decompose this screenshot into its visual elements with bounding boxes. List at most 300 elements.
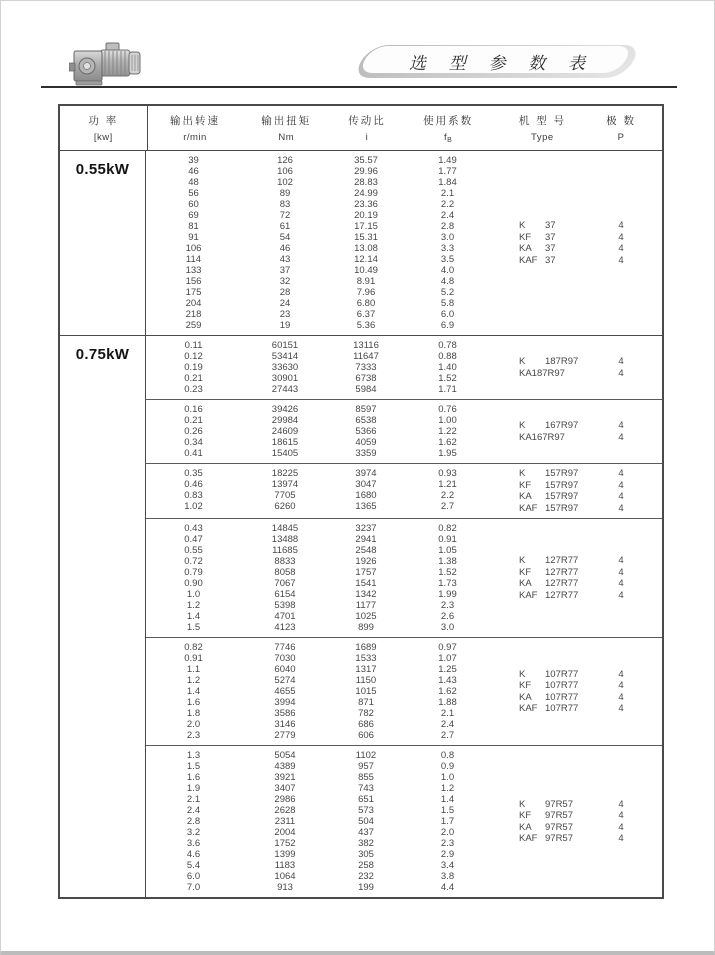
cell-output-torque: 106 xyxy=(277,166,293,177)
cell-output-speed: 175 xyxy=(185,287,202,298)
cell-output-torque: 4389 xyxy=(274,761,296,772)
cell-output-speed: 0.16 xyxy=(184,404,203,415)
column-unit: [kw] xyxy=(93,132,113,143)
cell-output-torque: 5274 xyxy=(274,675,296,686)
cell-output-speed: 2.4 xyxy=(186,805,201,816)
cell-ratio: 258 xyxy=(358,860,374,871)
cell-output-speed: 5.4 xyxy=(186,860,201,871)
cell-service-factor: 1.43 xyxy=(438,675,457,686)
cell-service-factor: 3.8 xyxy=(440,871,455,882)
data-row xyxy=(146,437,492,448)
model-type: KA187R97 xyxy=(519,367,565,379)
cell-output-speed: 0.72 xyxy=(184,556,203,567)
cell-output-torque: 14845 xyxy=(271,523,299,534)
cell-ratio: 199 xyxy=(358,882,374,893)
cell-output-torque: 33630 xyxy=(271,362,299,373)
cell-output-speed: 0.23 xyxy=(184,384,203,395)
column-unit: r/min xyxy=(183,132,207,143)
cell-output-speed: 4.6 xyxy=(186,849,201,860)
cell-service-factor: 1.88 xyxy=(438,697,457,708)
model-list xyxy=(492,642,662,741)
data-row xyxy=(146,589,492,600)
cell-output-torque: 4655 xyxy=(274,686,296,697)
column-label: 机 型 号 xyxy=(518,115,567,127)
cell-output-speed: 133 xyxy=(185,265,202,276)
cell-output-torque: 6040 xyxy=(274,664,296,675)
model-type-prefix: KA xyxy=(519,243,532,254)
data-row xyxy=(146,501,492,512)
model-poles: 4 xyxy=(618,420,624,431)
cell-output-torque: 24 xyxy=(279,298,291,309)
cell-output-speed: 1.8 xyxy=(186,708,201,719)
cell-output-torque: 89 xyxy=(279,188,291,199)
cell-output-torque: 1399 xyxy=(274,849,296,860)
numeric-columns xyxy=(146,404,492,459)
data-row xyxy=(146,276,492,287)
cell-output-speed: 0.55 xyxy=(184,545,203,556)
model-poles: 4 xyxy=(618,810,624,821)
cell-output-speed: 1.4 xyxy=(186,611,201,622)
cell-output-torque: 54 xyxy=(279,232,291,243)
cell-output-torque: 13488 xyxy=(271,534,299,545)
data-row xyxy=(146,708,492,719)
model-type-prefix: KF xyxy=(519,566,532,578)
model-row xyxy=(492,669,662,681)
cell-service-factor: 2.0 xyxy=(440,827,455,838)
cell-output-torque: 1064 xyxy=(274,871,296,882)
cell-output-speed: 3.2 xyxy=(186,827,201,838)
cell-service-factor: 1.0 xyxy=(440,772,455,783)
data-row xyxy=(146,479,492,490)
data-row xyxy=(146,578,492,589)
column-unit: Type xyxy=(531,132,554,143)
cell-output-torque: 27443 xyxy=(271,384,299,395)
column-header-2 xyxy=(242,106,330,150)
cell-ratio: 1680 xyxy=(355,490,377,501)
data-row xyxy=(146,523,492,534)
model-row xyxy=(492,503,662,515)
cell-output-torque: 15405 xyxy=(271,448,299,459)
cell-service-factor: 1.22 xyxy=(438,426,457,437)
cell-ratio: 35.57 xyxy=(354,155,378,166)
cell-output-torque: 6154 xyxy=(274,589,296,600)
cell-ratio: 8.91 xyxy=(356,276,376,287)
power-label: 0.55kW xyxy=(60,151,146,335)
parameter-block xyxy=(146,637,662,745)
model-poles: 4 xyxy=(618,479,624,491)
cell-output-torque: 53414 xyxy=(271,351,299,362)
data-row xyxy=(146,415,492,426)
cell-ratio: 1342 xyxy=(355,589,377,600)
numeric-columns xyxy=(146,155,492,331)
cell-output-speed: 0.26 xyxy=(184,426,203,437)
data-row xyxy=(146,155,492,166)
model-row xyxy=(492,810,662,822)
cell-output-torque: 61 xyxy=(279,221,291,232)
cell-service-factor: 4.8 xyxy=(440,276,455,287)
cell-output-speed: 114 xyxy=(185,254,202,265)
cell-output-speed: 1.6 xyxy=(186,772,201,783)
cell-output-torque: 37 xyxy=(279,265,291,276)
cell-ratio: 305 xyxy=(358,849,374,860)
cell-service-factor: 4.0 xyxy=(440,265,455,276)
data-row xyxy=(146,404,492,415)
data-row xyxy=(146,468,492,479)
cell-ratio: 5.36 xyxy=(356,320,376,331)
model-row xyxy=(492,578,662,590)
parameter-block xyxy=(146,745,662,897)
table-header-row xyxy=(60,106,662,151)
data-row xyxy=(146,675,492,686)
data-row xyxy=(146,664,492,675)
numeric-columns xyxy=(146,340,492,395)
cell-output-torque: 3994 xyxy=(274,697,296,708)
cell-output-speed: 56 xyxy=(188,188,199,199)
data-row xyxy=(146,177,492,188)
cell-output-torque: 102 xyxy=(277,177,293,188)
data-row xyxy=(146,232,492,243)
cell-output-torque: 3407 xyxy=(274,783,296,794)
cell-output-torque: 32 xyxy=(279,276,291,287)
data-row xyxy=(146,199,492,210)
model-poles: 4 xyxy=(618,680,624,691)
cell-service-factor: 6.9 xyxy=(440,320,455,331)
cell-output-torque: 2986 xyxy=(274,794,296,805)
cell-ratio: 1102 xyxy=(355,750,377,761)
data-row xyxy=(146,556,492,567)
cell-ratio: 29.96 xyxy=(354,166,378,177)
cell-output-speed: 259 xyxy=(185,320,202,331)
cell-service-factor: 2.3 xyxy=(440,600,455,611)
cell-output-speed: 0.21 xyxy=(184,415,203,426)
cell-service-factor: 1.71 xyxy=(438,384,457,395)
cell-service-factor: 3.4 xyxy=(440,860,455,871)
model-poles: 4 xyxy=(618,578,624,589)
cell-ratio: 23.36 xyxy=(354,199,378,210)
cell-service-factor: 2.2 xyxy=(440,490,455,501)
cell-service-factor: 0.8 xyxy=(440,750,455,761)
blocks-area xyxy=(146,151,662,335)
cell-service-factor: 1.07 xyxy=(438,653,457,664)
cell-service-factor: 1.7 xyxy=(440,816,455,827)
cell-output-speed: 0.83 xyxy=(184,490,203,501)
data-row xyxy=(146,816,492,827)
cell-service-factor: 1.84 xyxy=(438,177,457,188)
cell-service-factor: 0.78 xyxy=(438,340,457,351)
power-label: 0.75kW xyxy=(60,336,146,897)
cell-service-factor: 1.5 xyxy=(440,805,455,816)
cell-ratio: 1177 xyxy=(355,600,377,611)
cell-ratio: 437 xyxy=(358,827,374,838)
data-row xyxy=(146,622,492,633)
numeric-columns xyxy=(146,642,492,741)
numeric-columns xyxy=(146,523,492,633)
column-unit: $f_B$ xyxy=(444,132,453,144)
cell-ratio: 2941 xyxy=(355,534,377,545)
column-unit: Nm xyxy=(278,132,295,143)
cell-output-torque: 2779 xyxy=(274,730,296,741)
model-row xyxy=(492,356,662,368)
cell-output-speed: 0.21 xyxy=(184,373,203,384)
cell-ratio: 15.31 xyxy=(354,232,378,243)
model-type-prefix: KF xyxy=(519,810,532,821)
parameter-block xyxy=(146,399,662,463)
cell-output-torque: 72 xyxy=(279,210,291,221)
data-row xyxy=(146,166,492,177)
data-row xyxy=(146,653,492,664)
cell-output-torque: 2628 xyxy=(274,805,296,816)
model-type-prefix: K xyxy=(519,668,526,680)
cell-service-factor: 0.91 xyxy=(438,534,457,545)
cell-service-factor: 4.4 xyxy=(440,882,455,893)
column-header-6 xyxy=(592,106,662,150)
cell-ratio: 504 xyxy=(358,816,374,827)
model-type-prefix: KAF xyxy=(519,502,538,514)
cell-output-torque: 23 xyxy=(279,309,291,320)
cell-output-torque: 3921 xyxy=(274,772,296,783)
model-poles: 4 xyxy=(618,356,624,367)
cell-output-speed: 1.2 xyxy=(186,675,201,686)
cell-service-factor: 2.8 xyxy=(440,221,455,232)
page-title-banner xyxy=(351,45,643,78)
model-type: KA 37 xyxy=(519,243,556,254)
cell-output-speed: 2.8 xyxy=(186,816,201,827)
cell-ratio: 10.49 xyxy=(354,265,378,276)
cell-output-torque: 5054 xyxy=(274,750,296,761)
cell-service-factor: 5.8 xyxy=(440,298,455,309)
cell-ratio: 5984 xyxy=(355,384,377,395)
cell-ratio: 3359 xyxy=(355,448,377,459)
cell-output-speed: 39 xyxy=(188,155,199,166)
model-poles: 4 xyxy=(618,431,624,443)
model-list xyxy=(492,523,662,633)
cell-output-torque: 126 xyxy=(277,155,293,166)
column-header-4 xyxy=(404,106,493,150)
model-row xyxy=(492,491,662,503)
model-type: K 37 xyxy=(519,220,556,231)
cell-output-speed: 1.02 xyxy=(184,501,203,512)
data-row xyxy=(146,254,492,265)
cell-service-factor: 2.2 xyxy=(440,199,455,210)
cell-output-torque: 913 xyxy=(277,882,293,893)
model-poles: 4 xyxy=(618,231,624,243)
model-type: KAF 37 xyxy=(519,254,556,266)
cell-output-speed: 1.5 xyxy=(186,622,201,633)
data-row xyxy=(146,750,492,761)
parameter-block xyxy=(146,336,662,399)
cell-ratio: 899 xyxy=(358,622,374,633)
cell-ratio: 855 xyxy=(358,772,374,783)
model-type: K 127R77 xyxy=(519,555,579,566)
model-type: KF 107R77 xyxy=(519,680,579,691)
cell-service-factor: 2.9 xyxy=(440,849,455,860)
cell-ratio: 232 xyxy=(358,871,374,882)
cell-service-factor: 1.25 xyxy=(438,664,457,675)
cell-output-speed: 46 xyxy=(188,166,199,177)
model-type: KF 157R97 xyxy=(519,479,579,491)
cell-output-speed: 1.5 xyxy=(186,761,201,772)
cell-ratio: 13.08 xyxy=(354,243,378,254)
data-row xyxy=(146,860,492,871)
data-row xyxy=(146,373,492,384)
cell-service-factor: 0.88 xyxy=(438,351,457,362)
cell-service-factor: 1.49 xyxy=(438,155,457,166)
column-label: 传动比 xyxy=(348,115,386,127)
cell-ratio: 1926 xyxy=(355,556,377,567)
cell-output-speed: 81 xyxy=(188,221,199,232)
cell-output-torque: 30901 xyxy=(271,373,299,384)
cell-ratio: 871 xyxy=(358,697,374,708)
cell-output-speed: 1.1 xyxy=(186,664,201,675)
model-type: K 97R57 xyxy=(519,798,573,810)
model-list xyxy=(492,340,662,395)
model-type: K 157R97 xyxy=(519,468,579,479)
cell-output-speed: 0.43 xyxy=(184,523,203,534)
model-poles: 4 xyxy=(618,691,624,703)
cell-ratio: 8597 xyxy=(355,404,377,415)
cell-service-factor: 2.4 xyxy=(440,210,455,221)
parameter-block xyxy=(146,463,662,518)
cell-output-torque: 7705 xyxy=(274,490,296,501)
column-unit-subscript: B xyxy=(447,137,453,144)
cell-service-factor: 2.1 xyxy=(440,188,455,199)
cell-output-torque: 46 xyxy=(279,243,291,254)
cell-output-speed: 1.6 xyxy=(186,697,201,708)
cell-output-speed: 2.0 xyxy=(186,719,201,730)
data-row xyxy=(146,849,492,860)
model-type: K 107R77 xyxy=(519,668,579,680)
data-row xyxy=(146,772,492,783)
cell-service-factor: 2.7 xyxy=(440,501,455,512)
model-poles: 4 xyxy=(618,589,624,601)
cell-service-factor: 1.38 xyxy=(438,556,457,567)
model-type-prefix: KF xyxy=(519,231,532,243)
cell-service-factor: 1.40 xyxy=(438,362,457,373)
cell-ratio: 382 xyxy=(358,838,374,849)
data-row xyxy=(146,426,492,437)
data-row xyxy=(146,882,492,893)
cell-service-factor: 1.21 xyxy=(438,479,457,490)
cell-ratio: 7333 xyxy=(355,362,377,373)
cell-ratio: 6738 xyxy=(355,373,377,384)
cell-ratio: 651 xyxy=(358,794,374,805)
model-type-prefix: K xyxy=(519,555,526,566)
cell-output-speed: 0.91 xyxy=(184,653,203,664)
data-row xyxy=(146,265,492,276)
cell-output-torque: 24609 xyxy=(271,426,299,437)
cell-ratio: 606 xyxy=(358,730,374,741)
model-poles: 4 xyxy=(618,555,624,566)
cell-output-speed: 48 xyxy=(188,177,199,188)
model-row xyxy=(492,703,662,715)
model-poles: 4 xyxy=(618,668,624,680)
cell-output-speed: 0.19 xyxy=(184,362,203,373)
model-type-prefix: K xyxy=(519,356,526,367)
cell-output-torque: 39426 xyxy=(271,404,299,415)
cell-output-speed: 1.2 xyxy=(186,600,201,611)
data-row xyxy=(146,243,492,254)
model-row xyxy=(492,255,662,267)
cell-ratio: 3237 xyxy=(355,523,377,534)
model-row xyxy=(492,555,662,567)
model-type: KF 97R57 xyxy=(519,810,573,821)
data-row xyxy=(146,490,492,501)
column-header-1 xyxy=(148,106,243,150)
data-row xyxy=(146,320,492,331)
model-type-prefix: K xyxy=(519,468,526,479)
model-type-prefix: K xyxy=(519,420,526,431)
cell-output-speed: 3.6 xyxy=(186,838,201,849)
gearmotor-image xyxy=(69,39,147,89)
blocks-area xyxy=(146,336,662,897)
cell-output-torque: 29984 xyxy=(271,415,299,426)
cell-output-torque: 7030 xyxy=(274,653,296,664)
cell-service-factor: 5.2 xyxy=(440,287,455,298)
data-row xyxy=(146,761,492,772)
model-row xyxy=(492,822,662,834)
cell-ratio: 1150 xyxy=(355,675,377,686)
cell-output-torque: 3146 xyxy=(274,719,296,730)
cell-ratio: 6.37 xyxy=(356,309,376,320)
model-poles: 4 xyxy=(618,798,624,810)
cell-output-torque: 7067 xyxy=(274,578,296,589)
cell-output-speed: 6.0 xyxy=(186,871,201,882)
table-body xyxy=(60,151,662,897)
model-row xyxy=(492,567,662,579)
cell-service-factor: 1.52 xyxy=(438,373,457,384)
numeric-columns xyxy=(146,750,492,893)
cell-service-factor: 1.95 xyxy=(438,448,457,459)
model-poles: 4 xyxy=(618,243,624,254)
data-row xyxy=(146,309,492,320)
cell-ratio: 6538 xyxy=(355,415,377,426)
cell-output-speed: 0.12 xyxy=(184,351,203,362)
cell-output-speed: 156 xyxy=(185,276,202,287)
cell-output-speed: 2.1 xyxy=(186,794,201,805)
cell-output-speed: 91 xyxy=(188,232,199,243)
cell-service-factor: 1.77 xyxy=(438,166,457,177)
model-type: KA167R97 xyxy=(519,431,565,443)
model-row xyxy=(492,468,662,480)
cell-service-factor: 2.3 xyxy=(440,838,455,849)
cell-output-speed: 0.34 xyxy=(184,437,203,448)
cell-service-factor: 1.62 xyxy=(438,437,457,448)
cell-service-factor: 2.6 xyxy=(440,611,455,622)
model-type-prefix: KAF xyxy=(519,703,538,714)
cell-ratio: 6.80 xyxy=(356,298,376,309)
cell-service-factor: 1.99 xyxy=(438,589,457,600)
cell-output-torque: 8833 xyxy=(274,556,296,567)
cell-ratio: 1317 xyxy=(355,664,377,675)
cell-output-torque: 18615 xyxy=(271,437,299,448)
cell-output-torque: 13974 xyxy=(271,479,299,490)
cell-ratio: 1365 xyxy=(355,501,377,512)
cell-service-factor: 1.52 xyxy=(438,567,457,578)
header-divider-line xyxy=(41,86,677,88)
cell-service-factor: 3.5 xyxy=(440,254,455,265)
model-type: KAF 97R57 xyxy=(519,833,573,844)
model-type: KAF 127R77 xyxy=(519,589,579,601)
model-row xyxy=(492,420,662,432)
cell-output-speed: 1.0 xyxy=(186,589,201,600)
cell-output-speed: 2.3 xyxy=(186,730,201,741)
cell-ratio: 24.99 xyxy=(354,188,378,199)
model-poles: 4 xyxy=(618,821,624,833)
model-type-prefix: KF xyxy=(519,479,532,491)
cell-ratio: 1757 xyxy=(355,567,377,578)
cell-output-speed: 0.79 xyxy=(184,567,203,578)
cell-service-factor: 1.00 xyxy=(438,415,457,426)
